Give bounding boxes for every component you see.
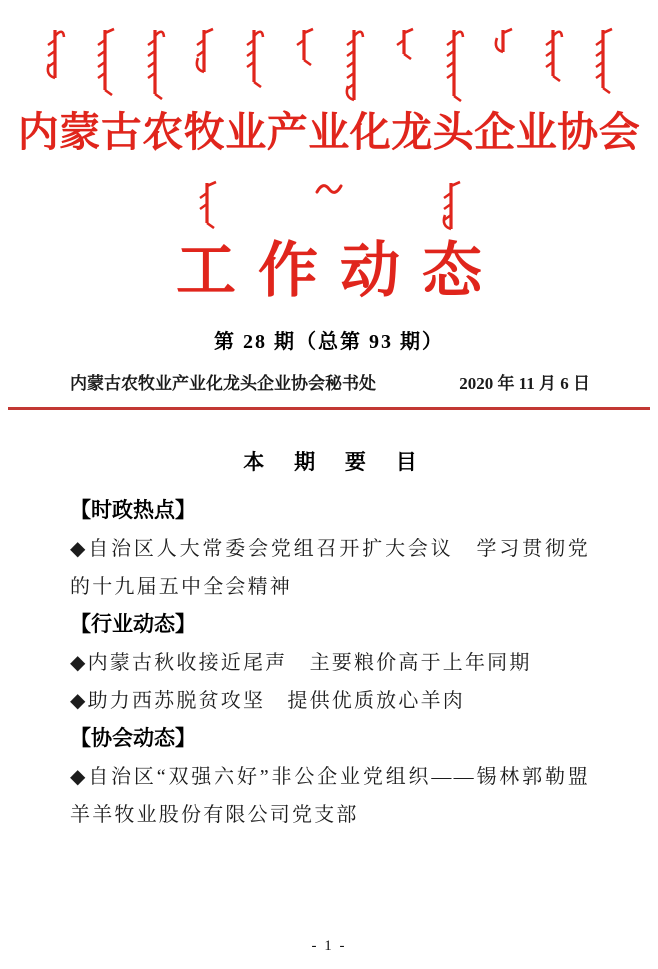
mongolian-word-glyph bbox=[441, 26, 467, 102]
mongolian-word-glyph bbox=[142, 26, 168, 100]
section-title-association: 【协会动态】 bbox=[70, 727, 196, 751]
contents-block bbox=[0, 446, 658, 834]
masthead bbox=[0, 0, 658, 410]
mongolian-word-glyph bbox=[291, 26, 317, 66]
contents-heading: 本 期 要 目 bbox=[243, 451, 429, 475]
section-title-industry: 【行业动态】 bbox=[70, 613, 196, 637]
page-number: - 1 - bbox=[311, 938, 347, 954]
toc-item: ◆内蒙古秋收接近尾声 主要粮价高于上年同期 bbox=[70, 652, 532, 675]
toc-item: ◆自治区人大常委会党组召开扩大会议 学习贯彻党的十九届五中全会精神 bbox=[70, 538, 590, 599]
mongolian-word-glyph bbox=[241, 26, 267, 88]
mongolian-word-glyph bbox=[42, 26, 68, 84]
publisher-line bbox=[0, 369, 658, 394]
org-title: 内蒙古农牧业产业化龙头企业协会 bbox=[17, 109, 641, 155]
mongolian-script-row-top bbox=[0, 26, 658, 106]
mongolian-word-glyph bbox=[194, 179, 220, 229]
mongolian-word-glyph bbox=[590, 26, 616, 94]
section-title-politics: 【时政热点】 bbox=[70, 499, 196, 523]
mongolian-word-glyph bbox=[191, 26, 217, 78]
red-divider bbox=[8, 407, 650, 410]
toc-section-industry bbox=[70, 606, 590, 720]
mongolian-word-glyph bbox=[341, 26, 367, 106]
mongolian-word-glyph bbox=[490, 26, 516, 58]
toc-section-association bbox=[70, 720, 590, 834]
toc-section-politics bbox=[70, 492, 590, 606]
mongolian-word-glyph bbox=[438, 179, 464, 235]
mongolian-word-glyph bbox=[540, 26, 566, 82]
publish-date: 2020 年 11 月 6 日 bbox=[459, 374, 590, 394]
issue-number-line: 第 28 期（总第 93 期） bbox=[214, 331, 444, 354]
toc-item: ◆助力西苏脱贫攻坚 提供优质放心羊肉 bbox=[70, 690, 465, 713]
mongolian-word-glyph bbox=[314, 179, 344, 199]
mongolian-word-glyph bbox=[92, 26, 118, 96]
bulletin-title: 工作动态 bbox=[176, 238, 504, 305]
mongolian-word-glyph bbox=[391, 26, 417, 60]
mongolian-script-row-middle bbox=[194, 179, 464, 237]
publisher-name: 内蒙古农牧业产业化龙头企业协会秘书处 bbox=[70, 374, 376, 394]
toc-item: ◆自治区“双强六好”非公企业党组织——锡林郭勒盟羊羊牧业股份有限公司党支部 bbox=[70, 766, 590, 827]
